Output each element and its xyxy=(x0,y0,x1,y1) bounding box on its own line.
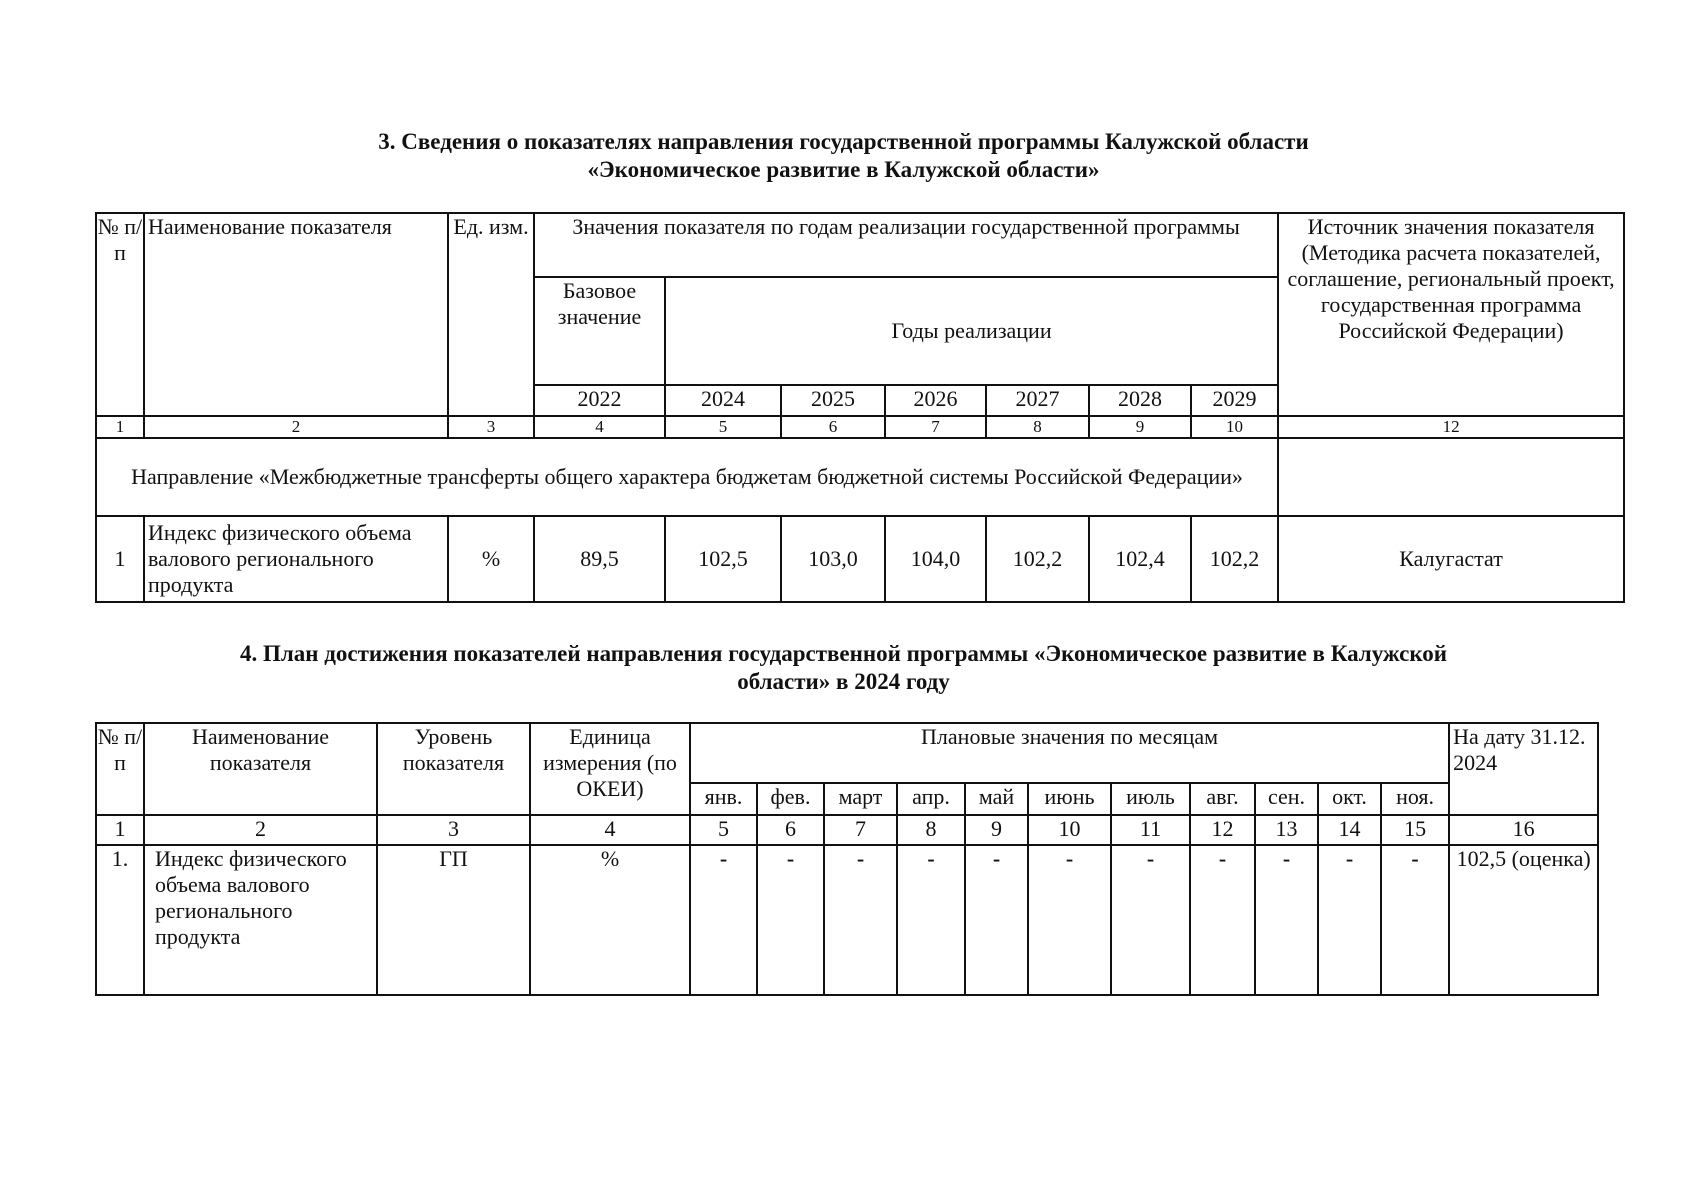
table-row xyxy=(96,516,1624,602)
col-number: 4 xyxy=(530,815,690,845)
row-value: 103,0 xyxy=(781,516,885,602)
row-month-value: - xyxy=(824,845,897,995)
direction-title: Направление «Межбюджетные трансферты общего характера бюджетам бюджетной системы Российской Федерации» xyxy=(96,438,1278,516)
row-unit: % xyxy=(530,845,690,995)
header-year: 2025 xyxy=(781,385,885,416)
row-month-value: - xyxy=(965,845,1028,995)
row-num: 1. xyxy=(96,845,144,995)
direction-row xyxy=(96,438,1624,516)
section3-title-line2: «Экономическое развитие в Калужской области» xyxy=(587,157,1100,182)
table-row xyxy=(96,845,1598,995)
row-month-value: - xyxy=(690,845,757,995)
row-value: 104,0 xyxy=(885,516,986,602)
column-numbers-row xyxy=(96,416,1624,438)
header-month: май xyxy=(965,783,1028,815)
header-year: 2026 xyxy=(885,385,986,416)
section3-title xyxy=(0,128,1687,184)
col-number: 12 xyxy=(1190,815,1255,845)
header-years-impl: Годы реализации xyxy=(665,277,1278,385)
plan-table xyxy=(95,722,1599,996)
row-value: 102,2 xyxy=(986,516,1089,602)
header-year: 2027 xyxy=(986,385,1089,416)
col-number: 11 xyxy=(1111,815,1190,845)
col-number: 2 xyxy=(144,815,377,845)
header-month: ноя. xyxy=(1381,783,1449,815)
header-level: Уровень показателя xyxy=(377,723,530,815)
col-number: 2 xyxy=(144,416,448,438)
header-month: июнь xyxy=(1028,783,1111,815)
col-number: 6 xyxy=(757,815,824,845)
section4-title-line1: 4. План достижения показателей направления государственной программы «Экономическое развитие в Калужской xyxy=(239,641,1448,666)
header-unit: Единица измерения (по ОКЕИ) xyxy=(530,723,690,815)
header-month: авг. xyxy=(1190,783,1255,815)
header-name: Наименование показателя xyxy=(144,213,448,416)
col-number: 16 xyxy=(1449,815,1598,845)
header-base: Базовое значение xyxy=(534,277,665,385)
header-month: апр. xyxy=(897,783,965,815)
row-level: ГП xyxy=(377,845,530,995)
col-number: 9 xyxy=(965,815,1028,845)
header-date: На дату 31.12. 2024 xyxy=(1449,723,1598,815)
col-number: 8 xyxy=(897,815,965,845)
row-source: Калугастат xyxy=(1278,516,1624,602)
header-monthly: Плановые значения по месяцам xyxy=(690,723,1449,783)
col-number: 7 xyxy=(885,416,986,438)
header-year: 2024 xyxy=(665,385,781,416)
header-month: окт. xyxy=(1318,783,1381,815)
col-number: 10 xyxy=(1191,416,1278,438)
header-source: Источник значения показателя (Методика расчета показателей, соглашение, региональный проект, государственная программа Российской Федерации) xyxy=(1278,213,1624,416)
col-number: 1 xyxy=(96,815,144,845)
col-number: 14 xyxy=(1318,815,1381,845)
col-number: 13 xyxy=(1255,815,1318,845)
col-number: 5 xyxy=(665,416,781,438)
col-number: 10 xyxy=(1028,815,1111,845)
row-value: 102,5 xyxy=(665,516,781,602)
col-number: 3 xyxy=(448,416,534,438)
row-month-value: - xyxy=(1318,845,1381,995)
row-unit: % xyxy=(448,516,534,602)
header-num: № п/п xyxy=(96,723,144,815)
row-month-value: - xyxy=(1111,845,1190,995)
section4-title-line2: области» в 2024 году xyxy=(737,669,950,694)
indicators-table xyxy=(95,212,1625,603)
section3-title-line1: 3. Сведения о показателях направления государственной программы Калужской области xyxy=(378,129,1309,154)
col-number: 3 xyxy=(377,815,530,845)
row-month-value: - xyxy=(1381,845,1449,995)
row-month-value: - xyxy=(1190,845,1255,995)
col-number: 7 xyxy=(824,815,897,845)
row-base-value: 89,5 xyxy=(534,516,665,602)
header-unit: Ед. изм. xyxy=(448,213,534,416)
col-number: 1 xyxy=(96,416,144,438)
header-num: № п/п xyxy=(96,213,144,416)
row-month-value: - xyxy=(897,845,965,995)
col-number: 5 xyxy=(690,815,757,845)
direction-source-empty xyxy=(1278,438,1624,516)
header-month: сен. xyxy=(1255,783,1318,815)
header-month: март xyxy=(824,783,897,815)
header-month: янв. xyxy=(690,783,757,815)
row-name: Индекс физического объема валового регионального продукта xyxy=(144,516,448,602)
header-year-base: 2022 xyxy=(534,385,665,416)
row-month-value: - xyxy=(757,845,824,995)
row-value: 102,4 xyxy=(1089,516,1191,602)
header-values: Значения показателя по годам реализации государственной программы xyxy=(534,213,1278,277)
col-number: 12 xyxy=(1278,416,1624,438)
row-month-value: - xyxy=(1255,845,1318,995)
row-value: 102,2 xyxy=(1191,516,1278,602)
col-number: 9 xyxy=(1089,416,1191,438)
row-month-value: - xyxy=(1028,845,1111,995)
row-name: Индекс физического объема валового регионального продукта xyxy=(144,845,377,995)
col-number: 6 xyxy=(781,416,885,438)
column-numbers-row xyxy=(96,815,1598,845)
col-number: 4 xyxy=(534,416,665,438)
col-number: 15 xyxy=(1381,815,1449,845)
row-num: 1 xyxy=(96,516,144,602)
header-month: фев. xyxy=(757,783,824,815)
row-final-value: 102,5 (оценка) xyxy=(1449,845,1598,995)
col-number: 8 xyxy=(986,416,1089,438)
section4-title xyxy=(0,640,1687,696)
header-year: 2029 xyxy=(1191,385,1278,416)
header-name: Наименование показателя xyxy=(144,723,377,815)
header-month: июль xyxy=(1111,783,1190,815)
header-year: 2028 xyxy=(1089,385,1191,416)
